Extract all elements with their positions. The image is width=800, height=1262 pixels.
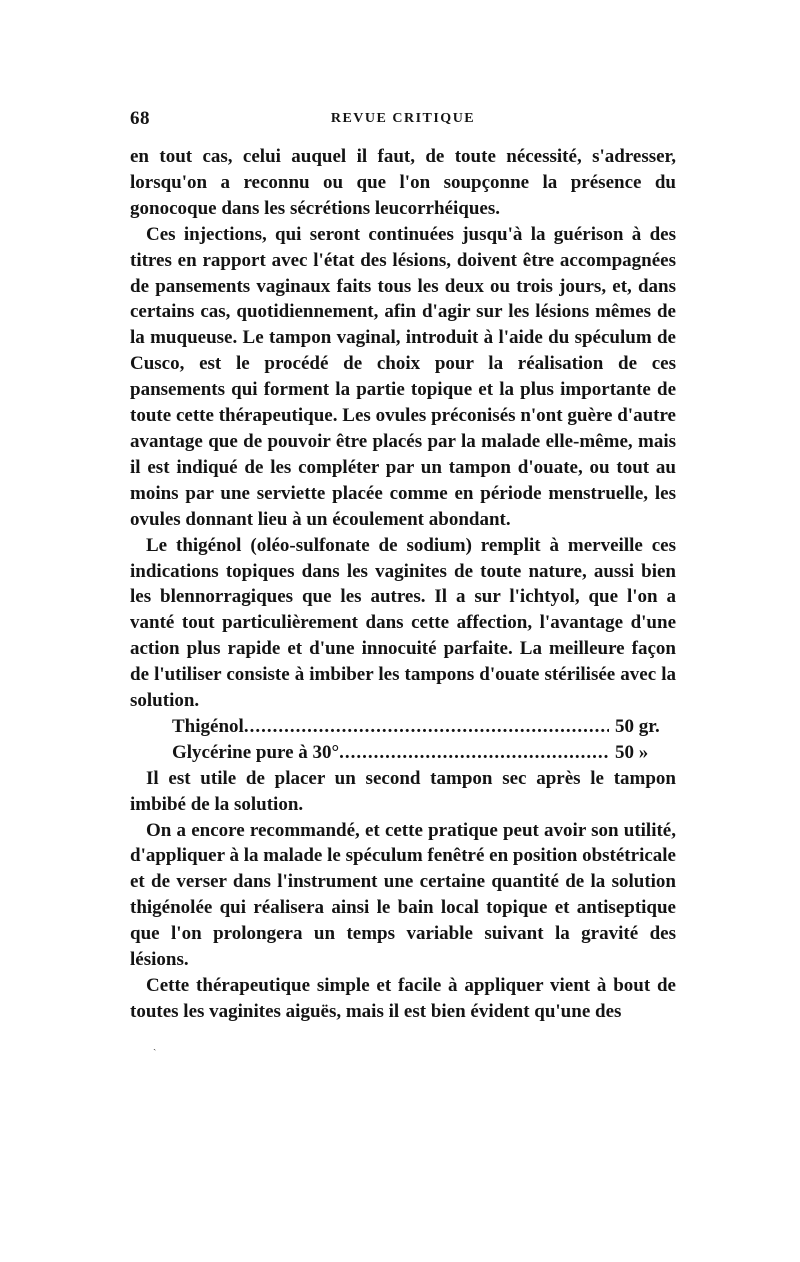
- body-text: [130, 144, 676, 1025]
- ingredient-quantity: 50 »: [615, 741, 649, 763]
- paragraph: en tout cas, celui auquel il faut, de toute nécessité, s'adresser, lorsqu'on a reconnu ou que l'on soupçonne la présence du gonocoque dans les sécrétions leucorrhéiques.: [130, 146, 676, 219]
- formula-list: [172, 714, 671, 766]
- ingredient-name: Thigénol: [172, 715, 244, 737]
- ink-speck: ˏ: [153, 1040, 157, 1051]
- paragraph: Il est utile de placer un second tampon sec après le tampon imbibé de la solution.: [130, 767, 676, 815]
- book-page: [130, 108, 676, 1025]
- ingredient-name: Glycérine pure à 30°: [172, 741, 340, 763]
- paragraph: Ces injections, qui seront continuées jusqu'à la guérison à des titres en rapport avec l'état des lésions, doivent être accompagnées de pansements vaginaux faits tous les deux ou trois jours, et, dans certains cas, quotidiennement, afin d'agir sur les lésions mêmes de la muqueuse. Le tampon vaginal, introduit à l'aide du spéculum de Cusco, est le procédé de choix pour la réalisation de ces pansements qui forment la partie topique et la plus importante de toute cette thérapeutique. Les ovules préconisés n'ont guère d'autre avantage que de pouvoir être placés par la malade elle-même, mais il est indiqué de les compléter par un tampon d'ouate, ou tout au moins par une serviette placée comme en période menstruelle, les ovules donnant lieu à un écoulement abondant.: [130, 223, 676, 530]
- ingredient-quantity: 50 gr.: [615, 715, 660, 737]
- running-title: REVUE CRITIQUE: [330, 111, 476, 126]
- page-number: 68: [130, 108, 150, 129]
- page-header: [130, 108, 676, 144]
- formula-row: [172, 740, 671, 766]
- paragraph: On a encore recommandé, et cette pratique peut avoir son utilité, d'appliquer à la malade le spéculum fenêtré en position obstétricale et de verser dans l'instrument une certaine quantité de la solution thigénolée qui réalisera ainsi le bain local topique et antiseptique que l'on prolongera un temps variable suivant la gravité des lésions.: [130, 819, 676, 971]
- paragraph: Le thigénol (oléo-sulfonate de sodium) remplit à merveille ces indications topiques dans les vaginites de toute nature, aussi bien les blennorragiques que les autres. Il a sur l'ichtyol, que l'on a vanté tout particulièrement dans cette affection, l'avantage d'une action plus rapide et d'une innocuité parfaite. La meilleure façon de l'utiliser consiste à imbiber les tampons d'ouate stérilisée avec la solution.: [130, 534, 676, 712]
- leader-dots: [244, 714, 609, 740]
- formula-row: [172, 714, 671, 740]
- leader-dots: [339, 740, 609, 766]
- paragraph: Cette thérapeutique simple et facile à appliquer vient à bout de toutes les vaginites aiguës, mais il est bien évident qu'une des: [130, 975, 676, 1022]
